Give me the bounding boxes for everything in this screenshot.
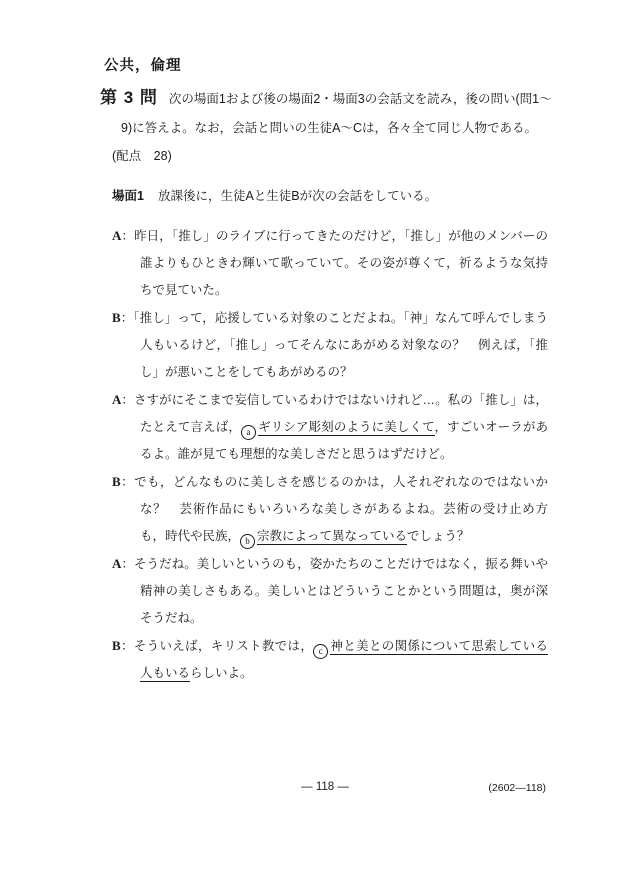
dialogue-turn-2 [112,304,548,386]
scene-heading [112,186,437,204]
speaker-label: B [112,310,121,325]
document-code: (2602―118) [488,782,546,794]
circled-letter-c-icon: c [313,644,328,659]
speaker-label: B [112,474,121,489]
underlined-phrase-c: 神と美との関係について思索している人もいる [140,639,548,680]
speaker-colon: ： [120,639,134,653]
circled-letter-a-icon: a [241,425,256,440]
speaker-label: A [112,228,122,243]
dialogue-turn-6 [112,632,548,687]
dialogue-text: でしょう？ [406,529,470,543]
dialogue-turn-4 [112,468,548,550]
speaker-colon: ： [121,393,134,407]
speaker-label: A [112,556,122,571]
underlined-phrase-b: 宗教によって異なっている [257,529,407,543]
dialogue-text: 「推し」って，応援している対象のことだよね。「神」なんて呼んでしまう人もいるけど，「推し」ってそんなにあがめる対象なの？ 例えば，「推し」が悪いことをしてもあがめるの？ [133,311,548,379]
scene-label: 場面1 [112,189,144,203]
dialogue-turn-5 [112,550,548,632]
speaker-colon: ： [120,311,134,325]
dialogue-section [112,222,548,687]
question-intro-line2: 9)に答えよ。なお，会話と問いの生徒A～Cは，各々全て同じ人物である。 [121,121,537,135]
speaker-label: B [112,638,121,653]
dialogue-text: らしいよ。 [190,666,253,680]
underlined-phrase-a: ギリシア彫刻のように美しくて [257,420,435,434]
speaker-colon: ： [120,475,135,489]
scene-description: 放課後に，生徒Aと生徒Bが次の会話をしている。 [157,189,438,203]
page-number: ― 118 ― [301,781,349,793]
dialogue-text: さすがにそこまで妄信しているわけではないけれど…。私の「推し」は，たとえて言えば， [133,393,548,434]
speaker-colon: ： [121,557,134,571]
dialogue-text: でも，どんなものに美しさを感じるのかは，人それぞれなのではないかな？ 芸術作品にもいろいろな美しさがあるよね。芸術の受け止め方も，時代や民族， [134,475,548,543]
dialogue-text: 昨日，「推し」のライブに行ってきたのだけど，「推し」が他のメンバーの誰よりもひときわ輝いて歌っていて。その姿が尊くて，祈るような気持ちで見ていた。 [134,229,548,297]
subject-title: 公共，倫理 [104,58,182,74]
question-intro-line1 [100,86,555,111]
question-points: (配点 28) [112,149,172,163]
question-block [100,86,555,164]
dialogue-text: そういえば，キリスト教では， [133,639,314,653]
dialogue-turn-1 [112,222,548,304]
question-number: 第 3 問 [100,88,158,107]
speaker-label: A [112,392,122,407]
circled-letter-b-icon: b [240,534,255,549]
speaker-colon: ： [121,229,135,243]
dialogue-turn-3 [112,386,548,468]
dialogue-text: ，すごいオーラがあるよ。誰が見ても理想的な美しさだと思うはずだけど。 [140,420,548,461]
question-intro-text: 次の場面1および後の場面2・場面3の会話文を読み，後の問い(問1～ [168,92,552,106]
dialogue-text: そうだね。美しいというのも，姿かたちのことだけではなく，振る舞いや精神の美しさもある。美しいとはどういうことかという問題は，奥が深そうだね。 [134,557,548,625]
